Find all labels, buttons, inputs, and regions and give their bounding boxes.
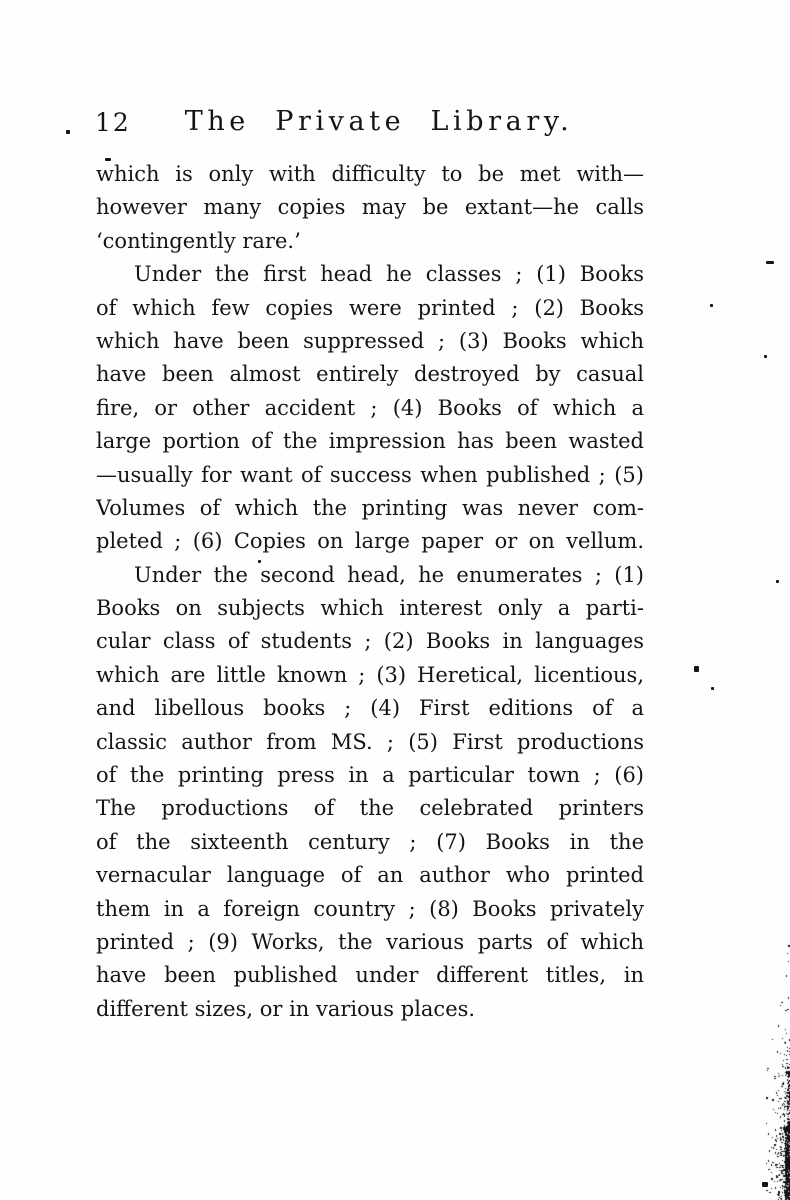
text-block [96, 158, 644, 1026]
text-line: vernacular language of an author who printed [96, 863, 644, 888]
text-line: Under the second head, he enumerates ; (1) [134, 562, 644, 587]
text-line: —usually for want of success when published ; (5) [96, 462, 644, 487]
text-line: classic author from MS. ; (5) First productions [96, 729, 644, 754]
text-line: however many copies may be extant—he calls [96, 195, 644, 220]
text-line: of the sixteenth century ; (7) Books in the [96, 829, 644, 854]
text-line: of the printing press in a particular town ; (6) [96, 763, 644, 788]
text-line: The productions of the celebrated printers [96, 796, 644, 821]
text-line: and libellous books ; (4) First editions of a [96, 696, 644, 721]
paragraph [96, 258, 644, 559]
text-line: Under the first head he classes ; (1) Books [134, 262, 644, 287]
scan-speck [66, 130, 70, 134]
text-line: printed ; (9) Works, the various parts of which [96, 929, 644, 954]
scan-speck [694, 666, 699, 672]
paragraph [96, 559, 644, 1026]
paragraph [96, 158, 644, 258]
text-line: Volumes of which the printing was never com- [96, 495, 644, 520]
text-line: different sizes, or in various places. [96, 996, 476, 1021]
text-line: them in a foreign country ; (8) Books privately [96, 896, 644, 921]
page-header [95, 106, 643, 146]
text-line: of which few copies were printed ; (2) Books [96, 295, 644, 320]
text-line: have been published under different titles, in [96, 963, 644, 988]
text-line: which have been suppressed ; (3) Books which [96, 328, 644, 353]
text-line: Books on subjects which interest only a parti- [96, 596, 644, 621]
text-line: ‘contingently rare.’ [96, 228, 301, 253]
text-line: large portion of the impression has been wasted [96, 429, 644, 454]
scan-speck [105, 158, 111, 161]
text-line: have been almost entirely destroyed by casual [96, 362, 644, 387]
page-number: 12 [95, 108, 131, 137]
scan-speck [764, 355, 767, 358]
scan-speck [776, 580, 779, 583]
text-line: cular class of students ; (2) Books in languages [96, 629, 644, 654]
scan-edge-noise [766, 872, 790, 1200]
text-line: fire, or other accident ; (4) Books of which a [96, 395, 644, 420]
text-line: which is only with difficulty to be met with— [96, 162, 644, 186]
text-line: pleted ; (6) Copies on large paper or on vellum. [96, 529, 644, 554]
scan-speck [710, 304, 713, 307]
scan-speck [258, 560, 261, 563]
text-line: which are little known ; (3) Heretical, licentious, [96, 662, 644, 687]
scan-speck [766, 261, 774, 264]
scan-speck [711, 687, 714, 690]
running-title: The Private Library. [184, 106, 574, 137]
